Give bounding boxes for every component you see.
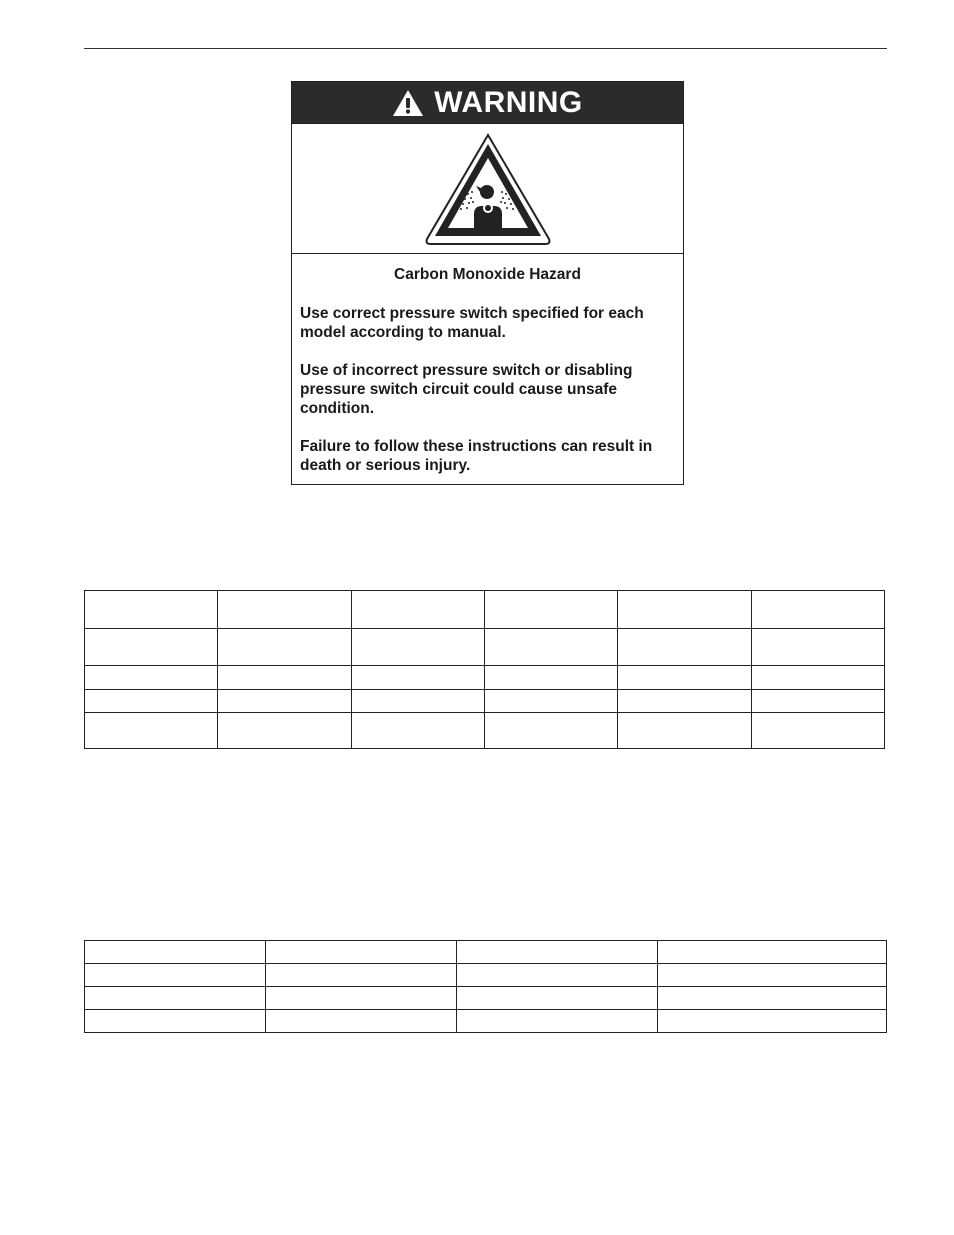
table-cell [658,987,887,1010]
table-cell [484,591,617,629]
warning-label [291,81,684,485]
table-cell [456,987,658,1010]
table-cell [618,713,751,749]
toxic-gas-inhalation-icon [424,132,552,246]
table-header-row [85,941,887,964]
table-cell [484,713,617,749]
table-cell [218,713,351,749]
table-cell [85,629,218,666]
table-cell [265,964,456,987]
table-cell [456,1010,658,1033]
table-cell [85,666,218,690]
table-cell [85,690,218,713]
table-cell [618,591,751,629]
table-cell [85,591,218,629]
table-row [85,987,887,1010]
table-cell [456,941,658,964]
table-row [85,629,885,666]
table-cell [484,629,617,666]
table-cell [484,690,617,713]
table-cell [658,1010,887,1033]
table-cell [658,964,887,987]
table-cell [351,690,484,713]
table-cell [218,591,351,629]
table-row [85,690,885,713]
warning-instruction: Use correct pressure switch specified for each model according to manual. [300,305,644,341]
table-cell [351,629,484,666]
table-cell [85,713,218,749]
table-cell [218,690,351,713]
table-cell [751,666,884,690]
table-row [85,1010,887,1033]
table-cell [85,941,266,964]
table-cell [351,591,484,629]
exclamation-triangle-icon [392,89,424,117]
table-cell [751,629,884,666]
warning-consequence: Failure to follow these instructions can result in death or serious injury. [300,438,653,474]
hazard-pictogram-panel [292,124,683,254]
table-cell [618,690,751,713]
specification-table-lower [84,940,887,1033]
table-cell [751,690,884,713]
specification-table-upper [84,590,885,749]
table-cell [218,629,351,666]
warning-instruction: Use of incorrect pressure switch or disabling pressure switch circuit could cause unsafe condition. [300,362,633,417]
table-cell [265,941,456,964]
table-row [85,713,885,749]
table-cell [85,987,266,1010]
table-cell [85,1010,266,1033]
table-header-row [85,591,885,629]
table-cell [658,941,887,964]
warning-header [292,82,683,124]
table-row [85,666,885,690]
page-top-rule [84,48,887,49]
table-cell [618,666,751,690]
table-cell [265,1010,456,1033]
table-cell [618,629,751,666]
table-cell [751,591,884,629]
table-cell [351,713,484,749]
table-cell [456,964,658,987]
table-cell [218,666,351,690]
signal-word: WARNING [434,85,583,119]
table-cell [751,713,884,749]
warning-message-panel [292,254,683,475]
hazard-title: Carbon Monoxide Hazard [394,266,581,283]
table-cell [85,964,266,987]
table-cell [351,666,484,690]
table-cell [265,987,456,1010]
table-row [85,964,887,987]
table-cell [484,666,617,690]
